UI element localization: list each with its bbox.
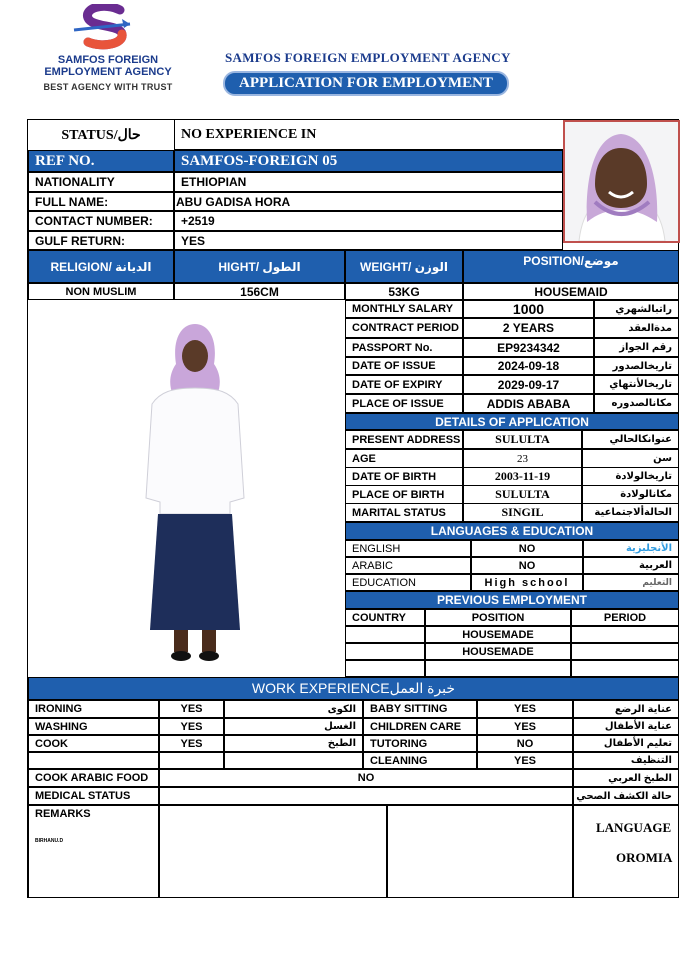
fullname-value: ABU GADISA HORA xyxy=(174,192,563,211)
status-value: NO EXPERIENCE IN xyxy=(174,120,563,150)
contract-ar: تاريخالأنتهاي xyxy=(594,375,679,394)
remarks-blank-1 xyxy=(159,805,387,898)
work-left-label: IRONING xyxy=(28,700,159,718)
ref-label: REF NO. xyxy=(28,150,174,172)
detail-ar: تاريخالولادة xyxy=(582,467,679,486)
contract-label: DATE OF EXPIRY xyxy=(345,375,463,394)
logo-text: SAMFOS FOREIGN EMPLOYMENT AGENCY xyxy=(44,54,172,78)
work-left-ar: الطبخ xyxy=(224,735,363,752)
gulf-label: GULF RETURN: xyxy=(28,231,174,250)
remarks-note: BIRHANU.D xyxy=(35,838,64,844)
detail-ar: الحالةألاجتماعية xyxy=(582,503,679,522)
prev-country xyxy=(345,643,425,660)
nationality-label: NATIONALITY xyxy=(28,172,174,192)
prev-period xyxy=(571,626,679,643)
work-right-value: YES xyxy=(477,752,573,769)
contract-value: 1000 xyxy=(463,300,594,318)
work-left-label: WASHING xyxy=(28,718,159,735)
work-right-label: TUTORING xyxy=(363,735,477,752)
language-label: ARABIC xyxy=(345,557,471,574)
weight-header: WEIGHT/ الوزن xyxy=(345,250,463,283)
work-right-ar: تعليم الأطفال xyxy=(573,735,679,752)
languages-title: LANGUAGES & EDUCATION xyxy=(345,522,679,540)
work-left-value: YES xyxy=(159,735,224,752)
contract-value: 2 YEARS xyxy=(463,318,594,338)
detail-value: SULULTA xyxy=(463,485,582,504)
details-title: DETAILS OF APPLICATION xyxy=(345,413,679,430)
language-ar: العربية xyxy=(583,557,679,574)
passport-photo xyxy=(563,120,680,243)
full-body-image xyxy=(130,318,260,666)
work-right-label: CHILDREN CARE xyxy=(363,718,477,735)
position-value: HOUSEMAID xyxy=(463,283,679,300)
medical-value xyxy=(159,787,573,805)
height-value: 156CM xyxy=(174,283,345,300)
work-right-ar: عناية الرضع xyxy=(573,700,679,718)
work-right-ar: عناية الأطفال xyxy=(573,718,679,735)
prev-header-position: POSITION xyxy=(425,609,571,626)
contract-ar: تاريخالصدور xyxy=(594,357,679,375)
contract-ar: مكانالصدوره xyxy=(594,394,679,413)
prev-country xyxy=(345,660,425,677)
language-label: LANGUAGE xyxy=(596,820,672,835)
work-left-label xyxy=(28,752,159,769)
language-label: EDUCATION xyxy=(345,574,471,591)
medical-ar: حالة الكشف الصحي xyxy=(573,787,679,805)
form-title-banner: APPLICATION FOR EMPLOYMENT xyxy=(223,71,509,96)
previous-title: PREVIOUS EMPLOYMENT xyxy=(345,591,679,609)
detail-value: SULULTA xyxy=(463,430,582,449)
religion-value: NON MUSLIM xyxy=(28,283,174,300)
contract-value: 2029-09-17 xyxy=(463,375,594,394)
detail-value: 2003-11-19 xyxy=(463,467,582,486)
contract-label: DATE OF ISSUE xyxy=(345,357,463,375)
contract-ar: مدةالعقد xyxy=(594,318,679,338)
detail-label: MARITAL STATUS xyxy=(345,503,463,522)
detail-value: SINGIL xyxy=(463,503,582,522)
contract-label: CONTRACT PERIOD xyxy=(345,318,463,338)
work-right-ar: التنظيف xyxy=(573,752,679,769)
fullname-label: FULL NAME: xyxy=(28,192,174,211)
full-body-photo xyxy=(130,318,260,666)
language-value: OROMIA xyxy=(616,850,673,865)
work-left-ar xyxy=(224,752,363,769)
contract-label: MONTHLY SALARY xyxy=(345,300,463,318)
contract-value: EP9234342 xyxy=(463,338,594,357)
cook-arabic-ar: الطبخ العربي xyxy=(573,769,679,787)
work-right-value: YES xyxy=(477,700,573,718)
medical-label: MEDICAL STATUS xyxy=(28,787,159,805)
work-right-value: YES xyxy=(477,718,573,735)
work-left-value xyxy=(159,752,224,769)
contract-value: ADDIS ABABA xyxy=(463,394,594,413)
detail-label: DATE OF BIRTH xyxy=(345,467,463,486)
position-header: POSITION/موضع xyxy=(463,250,679,283)
detail-label: PRESENT ADDRESS xyxy=(345,430,463,449)
prev-header-period: PERIOD xyxy=(571,609,679,626)
contract-value: 2024-09-18 xyxy=(463,357,594,375)
language-value: NO xyxy=(471,557,583,574)
detail-ar: سن xyxy=(582,449,679,468)
religion-header: RELIGION/ الديانة xyxy=(28,250,174,283)
remarks-cell xyxy=(28,805,159,898)
language-ar: التعليم xyxy=(583,574,679,591)
detail-ar: مكانالولادة xyxy=(582,485,679,504)
detail-value: 23 xyxy=(463,449,582,468)
cook-arabic-label: COOK ARABIC FOOD xyxy=(28,769,159,787)
language-value: NO xyxy=(471,540,583,557)
work-left-ar: الغسل xyxy=(224,718,363,735)
gulf-value: YES xyxy=(174,231,563,250)
work-right-label: CLEANING xyxy=(363,752,477,769)
agency-logo xyxy=(22,4,194,96)
contract-label: PLACE OF ISSUE xyxy=(345,394,463,413)
language-ar: الأنجليزية xyxy=(583,540,679,557)
contract-ar: رقم الجواز xyxy=(594,338,679,357)
logo-s-icon xyxy=(70,4,140,50)
height-header: HIGHT/ الطول xyxy=(174,250,345,283)
contract-label: PASSPORT No. xyxy=(345,338,463,357)
detail-label: PLACE OF BIRTH xyxy=(345,485,463,504)
cook-arabic-value: NO xyxy=(159,769,573,787)
remarks-blank-2 xyxy=(387,805,573,898)
contact-label: CONTACT NUMBER: xyxy=(28,211,174,231)
status-label: STATUS/حال xyxy=(61,127,141,143)
logo-tagline: BEST AGENCY WITH TRUST xyxy=(43,82,173,92)
weight-value: 53KG xyxy=(345,283,463,300)
detail-label: AGE xyxy=(345,449,463,468)
language-cell xyxy=(573,805,679,898)
work-right-label: BABY SITTING xyxy=(363,700,477,718)
prev-period xyxy=(571,643,679,660)
prev-header-country: COUNTRY xyxy=(345,609,425,626)
prev-position: HOUSEMADE xyxy=(425,626,571,643)
prev-country xyxy=(345,626,425,643)
ref-value: SAMFOS-FOREIGN 05 xyxy=(174,150,563,172)
remarks-label: REMARKS xyxy=(35,808,91,820)
agency-name: SAMFOS FOREIGN EMPLOYMENT AGENCY xyxy=(225,50,511,65)
language-value: High school xyxy=(471,574,583,591)
work-title: WORK EXPERIENCEخبرة العمل xyxy=(28,677,679,700)
work-left-label: COOK xyxy=(28,735,159,752)
contact-value: +2519 xyxy=(174,211,563,231)
prev-period xyxy=(571,660,679,677)
work-right-value: NO xyxy=(477,735,573,752)
language-label: ENGLISH xyxy=(345,540,471,557)
nationality-value: ETHIOPIAN xyxy=(174,172,563,192)
prev-position xyxy=(425,660,571,677)
prev-position: HOUSEMADE xyxy=(425,643,571,660)
work-left-ar: الكوى xyxy=(224,700,363,718)
contract-ar: راتبالشهري xyxy=(594,300,679,318)
work-left-value: YES xyxy=(159,718,224,735)
work-left-value: YES xyxy=(159,700,224,718)
detail-ar: عنوانكالحالي xyxy=(582,430,679,449)
headshot-image xyxy=(565,122,678,241)
